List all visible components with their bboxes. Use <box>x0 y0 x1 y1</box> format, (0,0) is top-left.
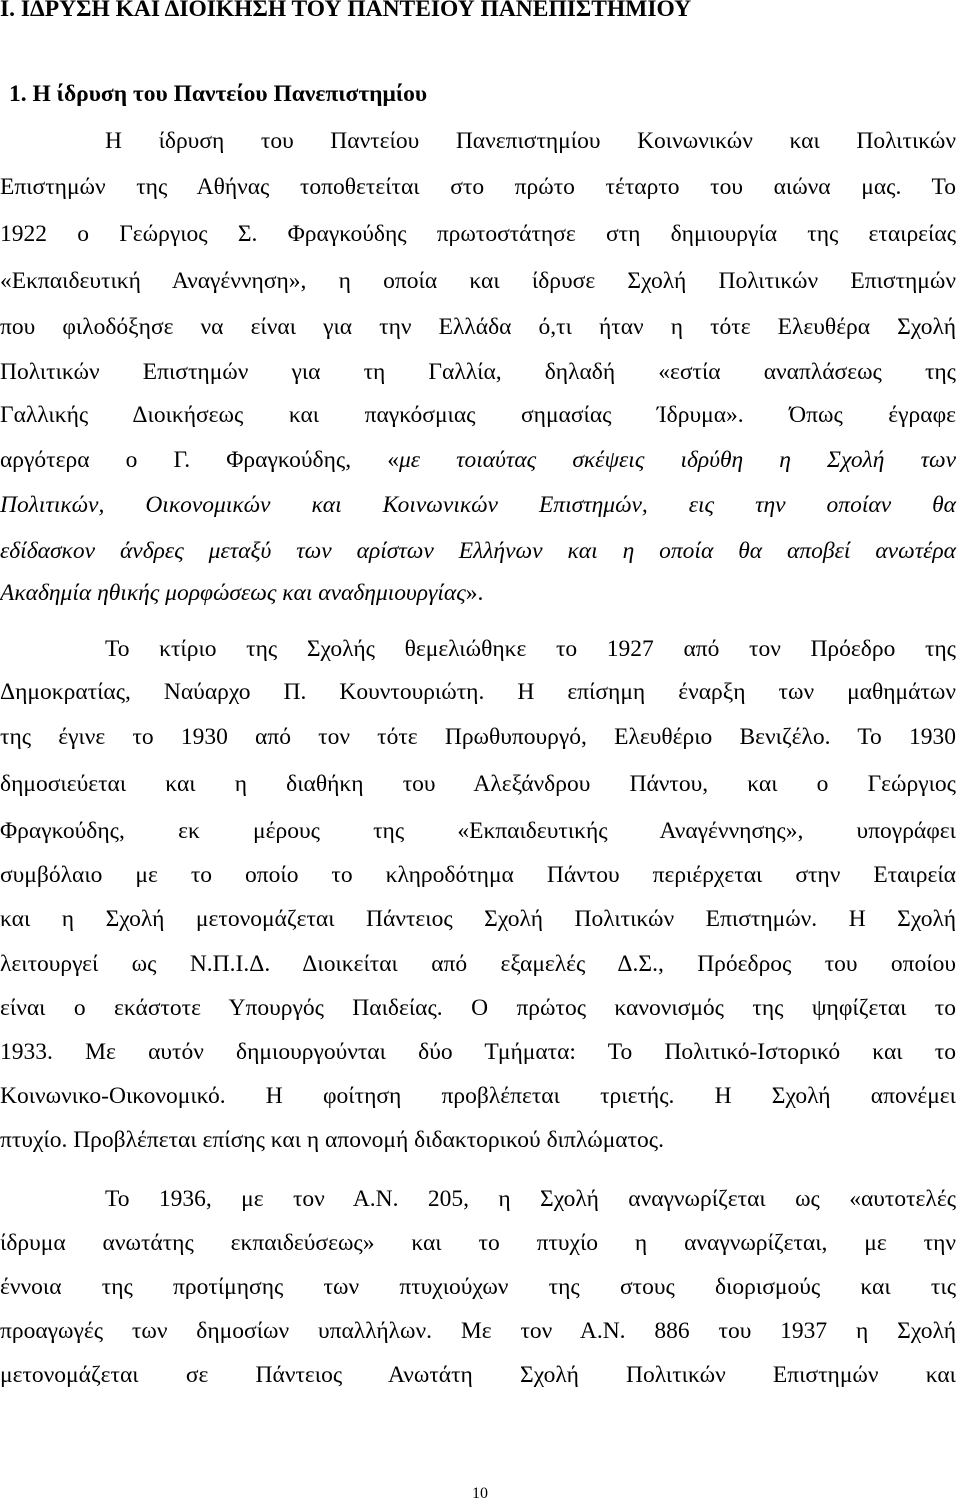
section-heading: 1. Η ίδρυση του Παντείου Πανεπιστημίου <box>9 81 428 107</box>
quote-line: Πολιτικών, Οικονομικών και Κοινωνικών Επιστημών, εις την οποίαν θα <box>0 492 956 518</box>
text-roman: αργότερα ο Γ. Φραγκούδης, « <box>0 447 399 473</box>
text-line: 1922 ο Γεώργιος Σ. Φραγκούδης πρωτοστάτησε στη δημιουργία της εταιρείας <box>0 221 956 247</box>
text-line: Η ίδρυση του Παντείου Πανεπιστημίου Κοινωνικών και Πολιτικών <box>105 128 956 154</box>
text-line: πτυχίο. Προβλέπεται επίσης και η απονομή διδακτορικού διπλώματος. <box>0 1127 664 1153</box>
text-line: που φιλοδόξησε να είναι για την Ελλάδα ό,τι ήταν η τότε Ελευθέρα Σχολή <box>0 314 956 340</box>
text-line: προαγωγές των δημοσίων υπαλλήλων. Με τον Α.Ν. 886 του 1937 η Σχολή <box>0 1318 956 1344</box>
chapter-heading: Ι. ΙΔΡΥΣΗ ΚΑΙ ΔΙΟΙΚΗΣΗ ΤΟΥ ΠΑΝΤΕΙΟΥ ΠΑΝΕΠΙΣΤΗΜΙΟΥ <box>0 0 692 22</box>
text-line: Το κτίριο της Σχολής θεμελιώθηκε το 1927 από τον Πρόεδρο της <box>105 636 956 662</box>
text-line: μετονομάζεται σε Πάντειος Ανωτάτη Σχολή Πολιτικών Επιστημών και <box>0 1362 956 1388</box>
text-line: Κοινωνικο-Οικονομικό. Η φοίτηση προβλέπεται τριετής. Η Σχολή απονέμει <box>0 1083 956 1109</box>
text-line: Το 1936, με τον Α.Ν. 205, η Σχολή αναγνωρίζεται ως «αυτοτελές <box>105 1186 956 1212</box>
text-line: ίδρυμα ανωτάτης εκπαιδεύσεως» και το πτυχίο η αναγνωρίζεται, με την <box>0 1230 956 1256</box>
text-line: Επιστημών της Αθήνας τοποθετείται στο πρώτο τέταρτο του αιώνα μας. Το <box>0 174 956 200</box>
text-line: έννοια της προτίμησης των πτυχιούχων της στους διορισμούς και τις <box>0 1274 956 1300</box>
text-line: 1933. Με αυτόν δημιουργούνται δύο Τμήματα: Το Πολιτικό-Ιστορικό και το <box>0 1039 956 1065</box>
text-line: Πολιτικών Επιστημών για τη Γαλλία, δηλαδή «εστία αναπλάσεως της <box>0 359 956 385</box>
text-line: δημοσιεύεται και η διαθήκη του Αλεξάνδρου Πάντου, και ο Γεώργιος <box>0 771 956 797</box>
text-line: Φραγκούδης, εκ μέρους της «Εκπαιδευτικής Αναγέννησης», υπογράφει <box>0 818 956 844</box>
text-line: συμβόλαιο με το οποίο το κληροδότημα Πάντου περιέρχεται στην Εταιρεία <box>0 862 956 888</box>
quote-line: εδίδασκον άνδρες μεταξύ των αρίστων Ελλήνων και η οποία θα αποβεί ανωτέρα <box>0 538 956 564</box>
text-line: και η Σχολή μετονομάζεται Πάντειος Σχολή Πολιτικών Επιστημών. Η Σχολή <box>0 906 956 932</box>
text-line: λειτουργεί ως Ν.Π.Ι.Δ. Διοικείται από εξαμελές Δ.Σ., Πρόεδρος του οποίου <box>0 951 956 977</box>
quote-italic: Ακαδημία ηθικής μορφώσεως και αναδημιουργίας <box>0 580 466 606</box>
text-line: Γαλλικής Διοικήσεως και παγκόσμιας σημασίας Ίδρυμα». Όπως έγραφε <box>0 402 956 428</box>
quote-end: ». <box>465 580 484 606</box>
text-line: Δημοκρατίας, Ναύαρχο Π. Κουντουριώτη. Η επίσημη έναρξη των μαθημάτων <box>0 679 956 705</box>
text-line: της έγινε το 1930 από τον τότε Πρωθυπουργό, Ελευθέριο Βενιζέλο. Το 1930 <box>0 724 956 750</box>
text-line <box>0 445 956 475</box>
text-line: «Εκπαιδευτική Αναγέννηση», η οποία και ίδρυσε Σχολή Πολιτικών Επιστημών <box>0 268 956 294</box>
page-number: 10 <box>472 1485 488 1502</box>
quote-italic: με τοιαύτας σκέψεις ιδρύθη η Σχολή των <box>398 447 956 473</box>
quote-line <box>0 578 960 608</box>
text-line: είναι ο εκάστοτε Υπουργός Παιδείας. Ο πρώτος κανονισμός της ψηφίζεται το <box>0 995 956 1021</box>
